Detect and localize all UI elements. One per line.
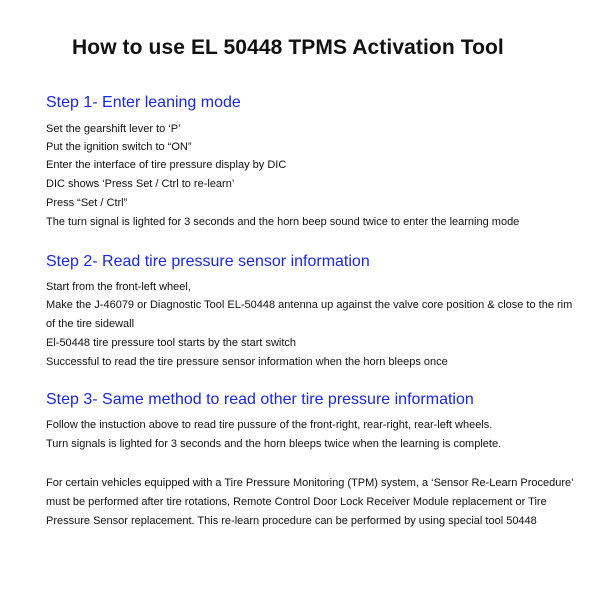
step-2-line: of the tire sidewall — [46, 318, 135, 330]
step-1-heading: Step 1- Enter leaning mode — [46, 94, 241, 111]
step-1-line: Put the ignition switch to “ON” — [46, 141, 192, 153]
page-title: How to use EL 50448 TPMS Activation Tool — [72, 36, 504, 59]
step-2-line: Successful to read the tire pressure sensor information when the horn bleeps once — [46, 356, 448, 368]
note-line: For certain vehicles equipped with a Tire Pressure Monitoring (TPM) system, a ‘Sensor Re-Learn Procedure’ — [46, 477, 574, 489]
step-1-line: Press “Set / Ctrl” — [46, 197, 128, 209]
step-2-line: Make the J-46079 or Diagnostic Tool EL-50448 antenna up against the valve core position & close to the rim — [46, 299, 573, 311]
step-1-line: Set the gearshift lever to ‘P’ — [46, 123, 181, 135]
step-2-heading: Step 2- Read tire pressure sensor information — [46, 253, 370, 270]
step-1-line: DIC shows ‘Press Set / Ctrl to re-learn’ — [46, 178, 235, 190]
note-line: must be performed after tire rotations, Remote Control Door Lock Receiver Module replacement or Tire — [46, 496, 547, 508]
step-3-line: Turn signals is lighted for 3 seconds and the horn bleeps twice when the learning is complete. — [46, 438, 502, 450]
step-2-line: Start from the front-left wheel, — [46, 281, 191, 293]
step-2-line: El-50448 tire pressure tool starts by the start switch — [46, 337, 297, 349]
note-line: Pressure Sensor replacement. This re-learn procedure can be performed by using special tool 50448 — [46, 515, 537, 527]
step-1-line: The turn signal is lighted for 3 seconds and the horn beep sound twice to enter the learning mode — [46, 216, 520, 228]
step-3-line: Follow the instuction above to read tire pussure of the front-right, rear-right, rear-left wheels. — [46, 419, 493, 431]
step-1-line: Enter the interface of tire pressure display by DIC — [46, 159, 287, 171]
step-3-heading: Step 3- Same method to read other tire pressure information — [46, 391, 474, 408]
